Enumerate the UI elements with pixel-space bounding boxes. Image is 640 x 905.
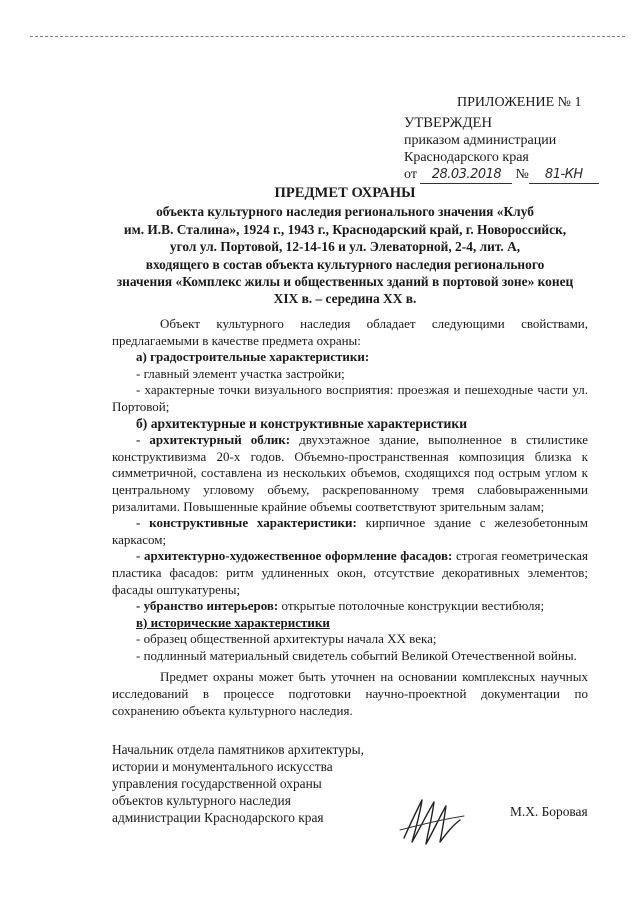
approval-line-2: Краснодарского края <box>404 150 529 165</box>
item-b3-label: - архитектурно-художественное оформление фасадов: <box>136 548 453 564</box>
number-sign: № <box>515 167 529 182</box>
from-label: от <box>404 167 417 182</box>
closing-paragraph: Предмет охраны может быть уточнен на основании комплексных научных исследований в процессе подготовки научно-проектной документации по сохранению объекта культурного наследия. <box>112 669 588 718</box>
position-line-1: Начальник отдела памятников архитектуры, <box>112 742 364 757</box>
item-a2: - характерные точки визуального восприятия: проезжая и пешеходные части ул. Портовой; <box>112 382 588 414</box>
item-b1-text: двухэтажное здание, выполненное в стилистике конструктивизма 20-х годов. Объемно-пространственная композиция близка к симметричной, составлена из нескольких объемов, сходящихся под острым углом к центральному угловому объему, раскрепованному тремя слабовыраженными ризалитами. Повышенные крайние объемы соответствуют зрительным залам; <box>112 432 588 514</box>
document-title <box>95 185 595 308</box>
title-line-4: входящего в состав объекта культурного наследия регионального <box>145 256 545 272</box>
item-b3 <box>112 548 588 598</box>
handwritten-date: 28.03.2018 <box>431 167 502 182</box>
item-b2 <box>112 515 588 548</box>
signatory-position <box>112 741 364 826</box>
title-line-1: объекта культурного наследия регионального значения «Клуб <box>156 204 534 220</box>
section-c-heading-text: в) исторические характеристики <box>136 614 330 630</box>
section-b-heading: б) архитектурные и конструктивные характеристики <box>136 415 468 431</box>
section-a-heading: а) градостроительные характеристики: <box>136 349 370 365</box>
item-b2-text: кирпичное здание с железобетонным каркасом; <box>112 515 588 547</box>
handwritten-signature <box>398 790 468 850</box>
position-line-5: администрации Краснодарского края <box>112 810 324 825</box>
title-line-5: значения «Комплекс жилы и общественных зданий в портовой зоне» конец <box>116 274 574 290</box>
item-a1: - главный элемент участка застройки; <box>136 365 345 381</box>
handwritten-number: 81-КН <box>544 167 583 182</box>
approval-heading: УТВЕРЖДЕН <box>404 115 492 131</box>
item-b1 <box>112 432 588 515</box>
item-b4 <box>112 598 588 615</box>
title-heading: ПРЕДМЕТ ОХРАНЫ <box>274 185 416 201</box>
item-c1: - образец общественной архитектуры начала XX века; <box>136 631 437 647</box>
section-c-heading <box>112 615 588 632</box>
signatory-name: М.Х. Боровая <box>510 804 588 819</box>
position-line-3: управления государственной охраны <box>112 776 322 791</box>
item-b2-label: - конструктивные характеристики: <box>136 515 357 531</box>
intro-paragraph: Объект культурного наследия обладает следующими свойствами, предлагаемыми в качестве предмета охраны: <box>112 316 588 348</box>
title-line-6: XIX в. – середина XX в. <box>273 291 417 307</box>
item-b3-text: строгая геометрическая пластика фасадов: ритм удлиненных окон, отсутствие декоративных элементов; фасады оштукатурены; <box>112 548 588 597</box>
title-line-3: угол ул. Портовой, 12-14-16 и ул. Элеваторной, 2-4, лит. А, <box>169 239 521 255</box>
item-b4-label: - убранство интерьеров: <box>136 598 279 614</box>
approval-line-1: приказом администрации <box>404 133 557 148</box>
position-line-4: объектов культурного наследия <box>112 793 291 808</box>
top-scan-rule <box>30 36 625 37</box>
appendix-label: ПРИЛОЖЕНИЕ № 1 <box>457 95 582 110</box>
item-b1-label: - архитектурный облик: <box>136 432 291 448</box>
item-c2: - подлинный материальный свидетель событий Великой Отечественной войны. <box>136 647 577 663</box>
title-line-2: им. И.В. Сталина», 1924 г., 1943 г., Краснодарский край, г. Новороссийск, <box>123 221 567 237</box>
item-b4-text: открытые потолочные конструкции вестибюля; <box>278 598 545 614</box>
position-line-2: истории и монументального искусства <box>112 759 333 774</box>
document-body <box>112 316 588 719</box>
approval-date-line <box>404 167 599 184</box>
